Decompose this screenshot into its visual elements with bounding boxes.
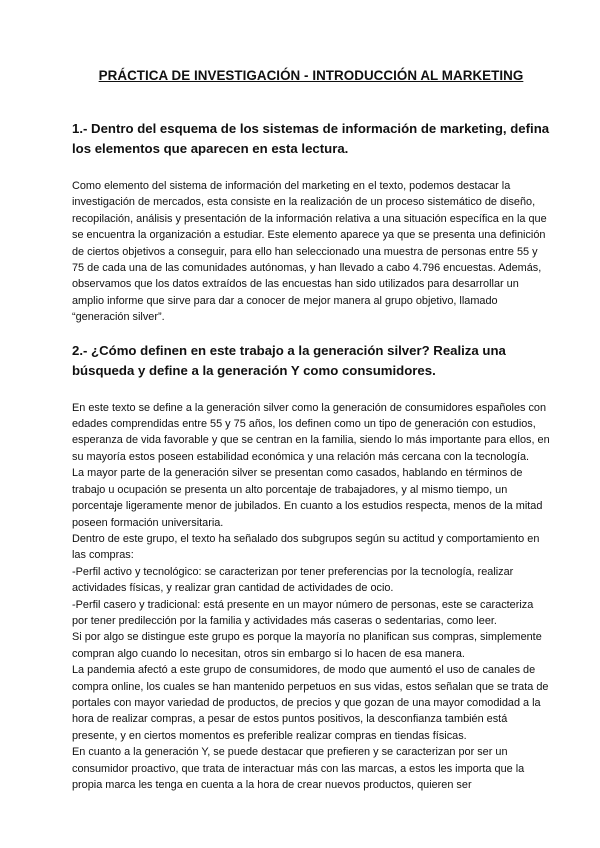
answer-2-paragraph: Dentro de este grupo, el texto ha señalado dos subgrupos según su actitud y comportamiento en las compras: xyxy=(72,532,540,562)
answer-2-paragraph: Si por algo se distingue este grupo es porque la mayoría no planifican sus compras, simplemente compran algo cuando lo necesitan, otros sin embargo si lo hacen de esa manera. xyxy=(72,631,542,660)
answer-2 xyxy=(72,400,550,794)
answer-1: Como elemento del sistema de información del marketing en el texto, podemos destacar la investigación de mercados, esta consiste en la realización de un proceso sistemático de diseño, recopilación, análisis y presentación de la información relativa a una situación específica en la que se encuentra la organización a estudiar. Este elemento aparece ya que se presenta una definición de ciertos objetivos a conseguir, para ello han seleccionado una muestra de personas entre 55 y 75 de cada una de las comunidades autónomas, y han llevado a cabo 4.796 encuestas. Además, observamos que los datos extraídos de las encuestas han sido utilizados para desarrollar un amplio informe que sirve para dar a conocer de mejor manera al grupo objetivo, llamado “generación silver”. xyxy=(72,180,547,324)
document-title: PRÁCTICA DE INVESTIGACIÓN - INTRODUCCIÓN AL MARKETING xyxy=(98,68,524,83)
question-2: 2.- ¿Cómo definen en este trabajo a la generación silver? Realiza una búsqueda y define a la generación Y como consumidores. xyxy=(72,342,506,378)
answer-2-paragraph: En este texto se define a la generación silver como la generación de consumidores españoles con edades comprendidas entre 55 y 75 años, los definen como un tipo de generación con estudios, esperanza de vida favorable y que se centran en la familia, siendo lo más importante para ellos, en su mayoría estos poseen estabilidad económica y una relación más cercana con la tecnología. xyxy=(72,401,550,463)
answer-2-paragraph: La mayor parte de la generación silver se presentan como casados, hablando en términos de trabajo u ocupación se presenta un alto porcentaje de trabajadores, y al mismo tiempo, un porcentaje ligeramente menor de jubilados. En cuanto a los estudios respecta, menos de la mitad poseen formación universitaria. xyxy=(72,467,543,529)
answer-2-paragraph: -Perfil activo y tecnológico: se caracterizan por tener preferencias por la tecnología, realizar actividades físicas, y realizar gran cantidad de actividades de ocio. xyxy=(72,565,514,595)
answer-2-paragraph: En cuanto a la generación Y, se puede destacar que prefieren y se caracterizan por ser un consumidor proactivo, que trata de interactuar más con las marcas, a estos les importa que la propia marca les tenga en cuenta a la hora de crear nuevos productos, quieren ser xyxy=(72,746,525,791)
answer-2-paragraph: La pandemia afectó a este grupo de consumidores, de modo que aumentó el uso de canales de compra online, los cuales se han mantenido perpetuos en sus vidas, estos señalan que se trata de portales con mayor variedad de productos, de precios y que gozan de una mayor comodidad a la hora de realizar compras, a pesar de estos puntos positivos, la desconfianza también está presente, y en ciertos momentos es preferible realizar compras en tiendas físicas. xyxy=(72,664,549,742)
question-1: 1.- Dentro del esquema de los sistemas de información de marketing, defina los elementos que aparecen en esta lectura. xyxy=(72,121,550,156)
answer-2-paragraph: -Perfil casero y tradicional: está presente en un mayor número de personas, este se caracteriza por tener predilección por la familia y actividades más caseras o sedentarias, como leer. xyxy=(72,598,534,627)
